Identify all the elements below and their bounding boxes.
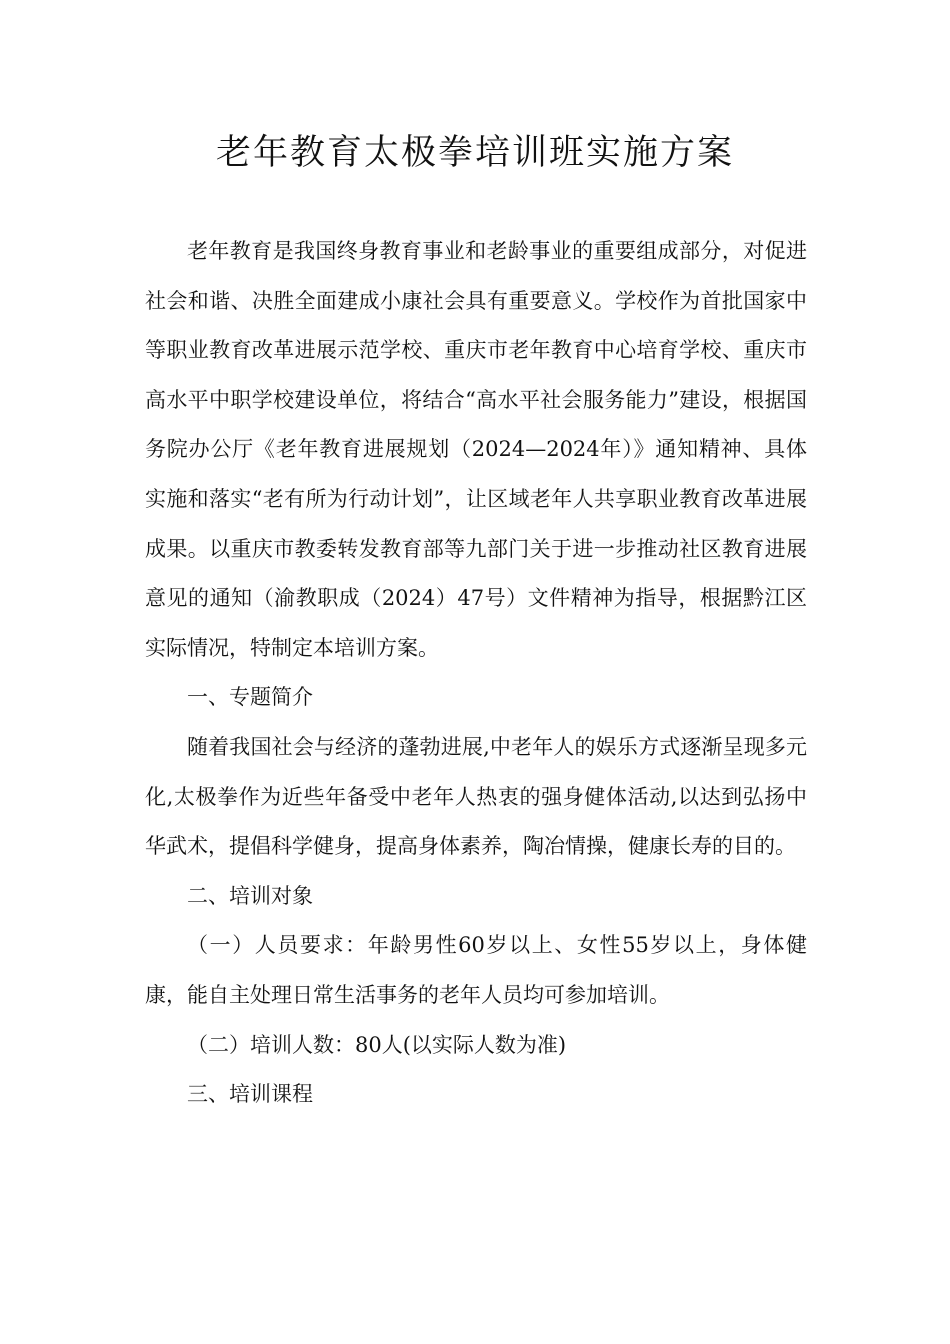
document-title: 老年教育太极拳培训班实施方案 xyxy=(215,133,734,173)
intro-paragraph: 老年教育是我国终身教育事业和老龄事业的重要组成部分，对促进社会和谐、决胜全面建成小康社会具有重要意义。学校作为首批国家中等职业教育改革进展示范学校、重庆市老年教育中心培育学校、重庆市高水平中职学校建设单位，将结合“高水平社会服务能力”建设，根据国务院办公厅《老年教育进展规划（2024—2024年）》通知精神、具体实施和落实“老有所为行动计划”，让区域老年人共享职业教育改革进展成果。以重庆市教委转发教育部等九部门关于进一步推动社区教育进展意见的通知（渝教职成（2024）47号）文件精神为指导，根据黔江区实际情况，特制定本培训方案。 xyxy=(145,239,807,660)
trainee-count-paragraph: （二）培训人数：80人(以实际人数为准) xyxy=(187,1032,567,1057)
trainee-requirements-paragraph: （一）人员要求：年龄男性60岁以上、女性55岁以上，身体健康，能自主处理日常生活事务的老年人员均可参加培训。 xyxy=(145,933,807,1007)
section-heading-courses: 三、培训课程 xyxy=(187,1082,313,1107)
section-heading-intro: 一、专题简介 xyxy=(187,685,313,710)
document-body xyxy=(145,227,807,1120)
section-heading-trainees: 二、培训对象 xyxy=(187,883,313,908)
section-intro-paragraph: 随着我国社会与经济的蓬勃进展,中老年人的娱乐方式逐渐呈现多元化,太极拳作为近些年备受中老年人热衷的强身健体活动,以达到弘扬中华武术，提倡科学健身，提高身体素养，陶冶情操，健康长寿的目的。 xyxy=(145,734,807,859)
